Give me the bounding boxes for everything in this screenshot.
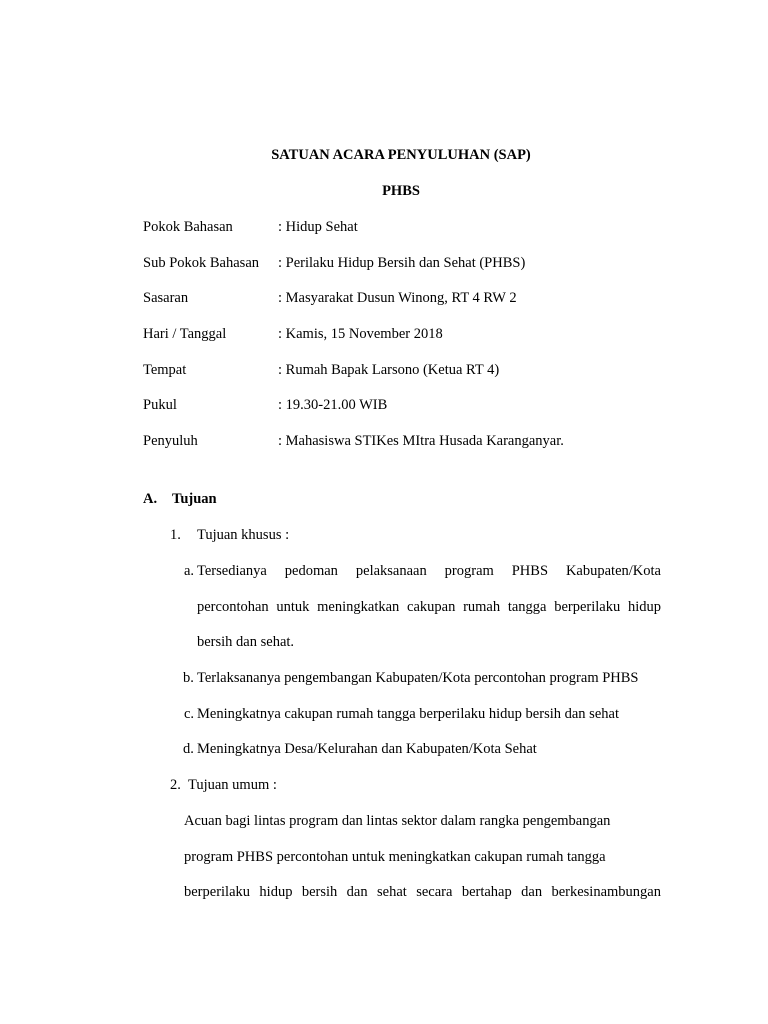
sub-b-marker: b. bbox=[183, 670, 194, 686]
info-label: Pokok Bahasan bbox=[143, 219, 233, 235]
info-value: : 19.30-21.00 WIB bbox=[278, 397, 388, 413]
sub-a-line-3: bersih dan sehat. bbox=[197, 634, 295, 650]
sub-a-marker: a. bbox=[184, 563, 195, 579]
umum-paragraph-line-2: program PHBS percontohan untuk meningkatkan cakupan rumah tangga bbox=[184, 849, 606, 865]
sub-d-marker: d. bbox=[183, 741, 194, 757]
sub-d-text: Meningkatnya Desa/Kelurahan dan Kabupaten/Kota Sehat bbox=[197, 741, 537, 757]
info-value: : Hidup Sehat bbox=[278, 219, 358, 235]
sub-c-marker: c. bbox=[184, 706, 195, 722]
sub-a-line-1: Tersedianya pedoman pelaksanaan program PHBS Kabupaten/Kota bbox=[197, 563, 661, 579]
section-a-marker: A. bbox=[143, 491, 158, 507]
section-a-heading: Tujuan bbox=[172, 491, 217, 507]
sub-c-text: Meningkatnya cakupan rumah tangga berperilaku hidup bersih dan sehat bbox=[197, 706, 619, 722]
info-value: : Masyarakat Dusun Winong, RT 4 RW 2 bbox=[278, 290, 517, 306]
info-label: Sub Pokok Bahasan bbox=[143, 255, 259, 271]
info-label: Hari / Tanggal bbox=[143, 326, 227, 342]
umum-paragraph-line-1: Acuan bagi lintas program dan lintas sektor dalam rangka pengembangan bbox=[184, 813, 611, 829]
info-value: : Kamis, 15 November 2018 bbox=[278, 326, 443, 342]
umum-paragraph-line-3: berperilaku hidup bersih dan sehat secara bertahap dan berkesinambungan bbox=[184, 884, 661, 900]
document-subtitle: PHBS bbox=[382, 183, 420, 199]
item-1-text: Tujuan khusus : bbox=[197, 527, 290, 543]
info-value: : Mahasiswa STIKes MItra Husada Karanganyar. bbox=[278, 433, 564, 449]
info-value: : Perilaku Hidup Bersih dan Sehat (PHBS) bbox=[278, 255, 526, 271]
info-label: Sasaran bbox=[143, 290, 189, 306]
info-label: Penyuluh bbox=[143, 433, 198, 449]
item-2-text: Tujuan umum : bbox=[188, 777, 277, 793]
info-label: Tempat bbox=[143, 362, 187, 378]
item-2-marker: 2. bbox=[170, 777, 181, 793]
sub-a-line-2: percontohan untuk meningkatkan cakupan rumah tangga berperilaku hidup bbox=[197, 599, 661, 615]
item-1-marker: 1. bbox=[170, 527, 181, 543]
info-value: : Rumah Bapak Larsono (Ketua RT 4) bbox=[278, 362, 500, 378]
info-label: Pukul bbox=[143, 397, 177, 413]
sub-b-text: Terlaksananya pengembangan Kabupaten/Kota percontohan program PHBS bbox=[197, 670, 639, 686]
document-title: SATUAN ACARA PENYULUHAN (SAP) bbox=[271, 147, 531, 163]
